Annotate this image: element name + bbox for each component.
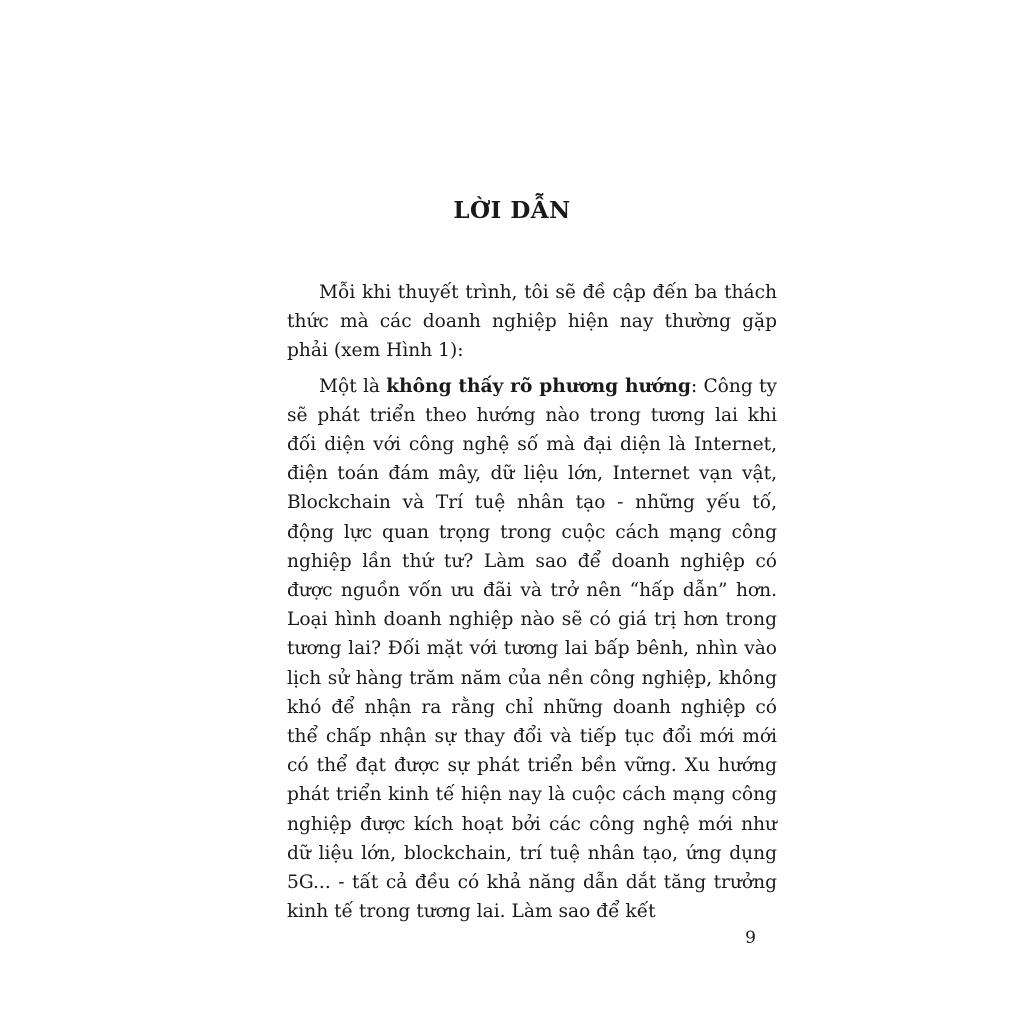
paragraph-1 <box>287 278 777 366</box>
paragraph-1-text: Mỗi khi thuyết trình, tôi sẽ đề cập đến ba thách thức mà các doanh nghiệp hiện nay thường gặp phải (xem Hình 1): <box>287 282 777 362</box>
chapter-title: LỜI DẪN <box>453 197 571 224</box>
paragraph-2 <box>287 372 777 927</box>
paragraph-2-rest: : Công ty sẽ phát triển theo hướng nào trong tương lai khi đối diện với công nghệ số mà đại diện là Internet, điện toán đám mây, dữ liệu lớn, Internet vạn vật, Blockchain và Trí tuệ nhân tạo - những yếu tố, động lực quan trọng trong cuộc cách mạng công nghiệp lần thứ tư? Làm sao để doanh nghiệp có được nguồn vốn ưu đãi và trở nên “hấp dẫn” hơn. Loại hình doanh nghiệp nào sẽ có giá trị hơn trong tương lai? Đối mặt với tương lai bấp bênh, nhìn vào lịch sử hàng trăm năm của nền công nghiệp, không khó để nhận ra rằng chỉ những doanh nghiệp có thể chấp nhận sự thay đổi và tiếp tục đổi mới mới có thể đạt được sự phát triển bền vững. Xu hướng phát triển kinh tế hiện nay là cuộc cách mạng công nghiệp được kích hoạt bởi các công nghệ mới như dữ liệu lớn, blockchain, trí tuệ nhân tạo, ứng dụng 5G... - tất cả đều có khả năng dẫn dắt tăng trưởng kinh tế trong tương lai. Làm sao để kết <box>287 375 777 923</box>
paragraph-2-emphasis: không thấy rõ phương hướng <box>386 375 691 397</box>
page-number: 9 <box>745 928 756 948</box>
body-text <box>287 278 777 932</box>
paragraph-2-lead: Một là <box>319 375 387 397</box>
